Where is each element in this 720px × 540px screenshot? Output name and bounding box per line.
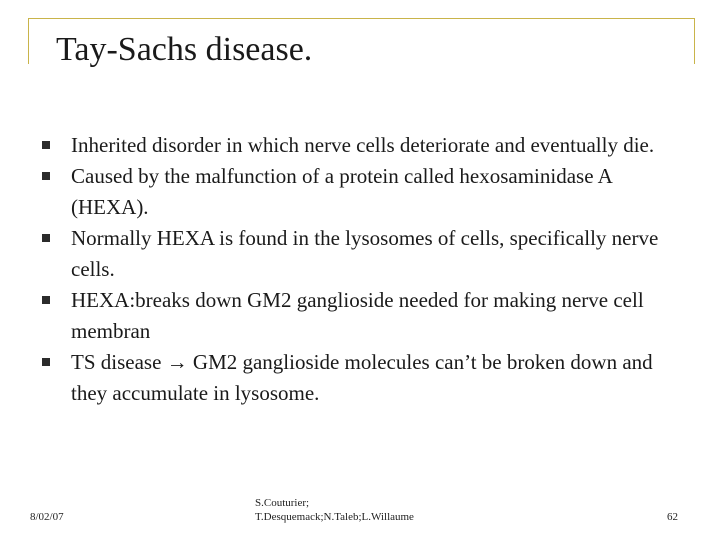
bullet-item [42, 223, 672, 285]
title-frame-top-line [28, 18, 694, 19]
bullet-text: TS disease → GM2 ganglioside molecules can’t be broken down and they accumulate in lysosome. [71, 350, 653, 405]
bullet-item [42, 347, 672, 409]
slide-title: Tay-Sachs disease. [56, 31, 313, 68]
bullet-text: Inherited disorder in which nerve cells deteriorate and eventually die. [71, 133, 655, 157]
footer-authors [255, 496, 414, 524]
bullet-item [42, 285, 672, 347]
bullet-text: Normally HEXA is found in the lysosomes of cells, specifically nerve cells. [71, 226, 659, 281]
footer-authors-line1: S.Couturier; [255, 497, 310, 509]
footer-authors-line2: T.Desquemack;N.Taleb;L.Willaume [255, 511, 414, 523]
footer-page-number: 62 [667, 511, 678, 523]
square-bullet-icon [42, 296, 50, 304]
bullet-list [42, 130, 672, 409]
title-frame-left-line [28, 18, 29, 64]
square-bullet-icon [42, 172, 50, 180]
bullet-item [42, 130, 672, 161]
title-frame-right-line [694, 18, 695, 64]
square-bullet-icon [42, 234, 50, 242]
footer-date: 8/02/07 [30, 511, 64, 523]
square-bullet-icon [42, 358, 50, 366]
square-bullet-icon [42, 141, 50, 149]
bullet-text: HEXA:breaks down GM2 ganglioside needed for making nerve cell membran [71, 288, 644, 343]
bullet-item [42, 161, 672, 223]
bullet-text: Caused by the malfunction of a protein called hexosaminidase A (HEXA). [71, 164, 612, 219]
